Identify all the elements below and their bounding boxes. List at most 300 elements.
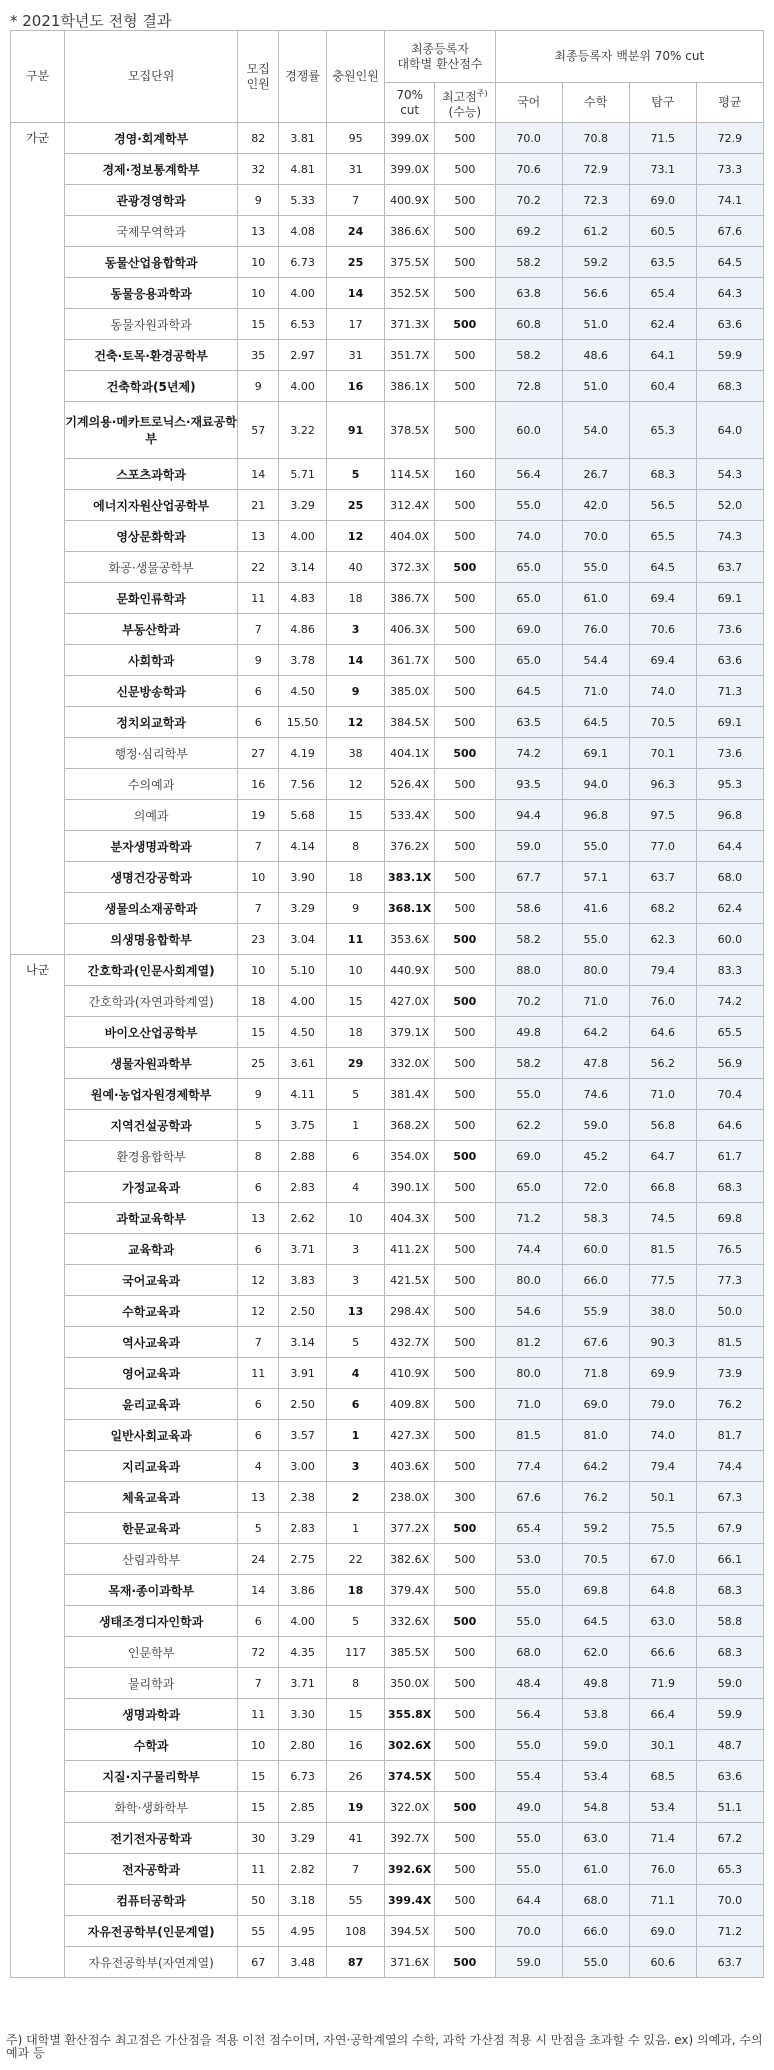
inquiry-cell: 56.5 (629, 490, 696, 521)
math-cell: 55.0 (562, 831, 629, 862)
table-row (11, 1110, 764, 1141)
table-row (11, 1513, 764, 1544)
inquiry-cell: 64.8 (629, 1575, 696, 1606)
header-average: 평균 (696, 83, 763, 123)
max-cell: 500 (435, 309, 496, 340)
max-cell: 500 (435, 1637, 496, 1668)
average-cell: 73.9 (696, 1358, 763, 1389)
average-cell: 67.6 (696, 216, 763, 247)
table-row (11, 340, 764, 371)
unit-cell: 산림과학부 (65, 1544, 238, 1575)
max-cell: 500 (435, 1172, 496, 1203)
additional-cell: 12 (326, 707, 384, 738)
average-cell: 73.6 (696, 614, 763, 645)
quota-cell: 11 (238, 1699, 279, 1730)
table-row (11, 1327, 764, 1358)
unit-cell: 생물자원과학부 (65, 1048, 238, 1079)
korean-cell: 74.2 (495, 738, 562, 769)
quota-cell: 9 (238, 1079, 279, 1110)
inquiry-cell: 71.5 (629, 123, 696, 154)
table-row (11, 1916, 764, 1947)
table-row (11, 1699, 764, 1730)
unit-cell: 한문교육과 (65, 1513, 238, 1544)
quota-cell: 12 (238, 1265, 279, 1296)
table-row (11, 371, 764, 402)
unit-cell: 간호학과(자연과학계열) (65, 986, 238, 1017)
math-cell: 61.2 (562, 216, 629, 247)
max-cell: 500 (435, 1110, 496, 1141)
quota-cell: 16 (238, 769, 279, 800)
inquiry-cell: 71.0 (629, 1079, 696, 1110)
average-cell: 73.6 (696, 738, 763, 769)
inquiry-cell: 74.5 (629, 1203, 696, 1234)
average-cell: 63.6 (696, 1761, 763, 1792)
average-cell: 81.5 (696, 1327, 763, 1358)
average-cell: 68.3 (696, 371, 763, 402)
table-row (11, 1823, 764, 1854)
unit-cell: 생명건강공학과 (65, 862, 238, 893)
korean-cell: 62.2 (495, 1110, 562, 1141)
competition-cell: 3.04 (279, 924, 327, 955)
additional-cell: 55 (326, 1885, 384, 1916)
additional-cell: 18 (326, 583, 384, 614)
competition-cell: 3.90 (279, 862, 327, 893)
average-cell: 74.4 (696, 1451, 763, 1482)
cut70-cell: 404.3X (385, 1203, 435, 1234)
korean-cell: 74.4 (495, 1234, 562, 1265)
competition-cell: 3.29 (279, 1823, 327, 1854)
additional-cell: 4 (326, 1358, 384, 1389)
korean-cell: 54.6 (495, 1296, 562, 1327)
quota-cell: 35 (238, 340, 279, 371)
unit-cell: 동물자원과학과 (65, 309, 238, 340)
quota-cell: 6 (238, 676, 279, 707)
table-row (11, 1885, 764, 1916)
math-cell: 59.0 (562, 1110, 629, 1141)
inquiry-cell: 96.3 (629, 769, 696, 800)
additional-cell: 38 (326, 738, 384, 769)
quota-cell: 82 (238, 123, 279, 154)
math-cell: 60.0 (562, 1234, 629, 1265)
inquiry-cell: 64.6 (629, 1017, 696, 1048)
additional-cell: 95 (326, 123, 384, 154)
quota-cell: 30 (238, 1823, 279, 1854)
header-additional: 충원인원 (326, 31, 384, 123)
inquiry-cell: 64.1 (629, 340, 696, 371)
korean-cell: 58.2 (495, 247, 562, 278)
unit-cell: 관광경영학과 (65, 185, 238, 216)
math-cell: 48.6 (562, 340, 629, 371)
korean-cell: 56.4 (495, 459, 562, 490)
average-cell: 52.0 (696, 490, 763, 521)
math-cell: 76.0 (562, 614, 629, 645)
math-cell: 70.0 (562, 521, 629, 552)
unit-cell: 정치외교학과 (65, 707, 238, 738)
korean-cell: 94.4 (495, 800, 562, 831)
additional-cell: 22 (326, 1544, 384, 1575)
math-cell: 59.0 (562, 1730, 629, 1761)
inquiry-cell: 69.0 (629, 1916, 696, 1947)
unit-cell: 생물의소재공학과 (65, 893, 238, 924)
unit-cell: 역사교육과 (65, 1327, 238, 1358)
korean-cell: 48.4 (495, 1668, 562, 1699)
unit-cell: 동물산업융합학과 (65, 247, 238, 278)
quota-cell: 15 (238, 1792, 279, 1823)
cut70-cell: 404.1X (385, 738, 435, 769)
quota-cell: 72 (238, 1637, 279, 1668)
competition-cell: 3.00 (279, 1451, 327, 1482)
table-row (11, 1792, 764, 1823)
competition-cell: 4.50 (279, 1017, 327, 1048)
competition-cell: 3.14 (279, 1327, 327, 1358)
korean-cell: 65.0 (495, 1172, 562, 1203)
quota-cell: 10 (238, 1730, 279, 1761)
header-korean: 국어 (495, 83, 562, 123)
korean-cell: 63.5 (495, 707, 562, 738)
average-cell: 63.6 (696, 645, 763, 676)
math-cell: 53.8 (562, 1699, 629, 1730)
additional-cell: 15 (326, 800, 384, 831)
unit-cell: 바이오산업공학부 (65, 1017, 238, 1048)
average-cell: 64.0 (696, 402, 763, 459)
unit-cell: 국어교육과 (65, 1265, 238, 1296)
competition-cell: 3.86 (279, 1575, 327, 1606)
math-cell: 57.1 (562, 862, 629, 893)
korean-cell: 58.2 (495, 340, 562, 371)
additional-cell: 5 (326, 1079, 384, 1110)
cut70-cell: 350.0X (385, 1668, 435, 1699)
competition-cell: 4.00 (279, 1606, 327, 1637)
inquiry-cell: 77.0 (629, 831, 696, 862)
additional-cell: 3 (326, 614, 384, 645)
math-cell: 61.0 (562, 1854, 629, 1885)
math-cell: 72.9 (562, 154, 629, 185)
inquiry-cell: 69.9 (629, 1358, 696, 1389)
max-cell: 500 (435, 402, 496, 459)
table-row (11, 1420, 764, 1451)
inquiry-cell: 81.5 (629, 1234, 696, 1265)
average-cell: 69.1 (696, 583, 763, 614)
max-cell: 500 (435, 1017, 496, 1048)
quota-cell: 55 (238, 1916, 279, 1947)
quota-cell: 6 (238, 1606, 279, 1637)
korean-cell: 49.8 (495, 1017, 562, 1048)
math-cell: 74.6 (562, 1079, 629, 1110)
additional-cell: 7 (326, 1854, 384, 1885)
cut70-cell: 399.0X (385, 154, 435, 185)
math-cell: 69.1 (562, 738, 629, 769)
math-cell: 70.8 (562, 123, 629, 154)
unit-cell: 신문방송학과 (65, 676, 238, 707)
cut70-cell: 322.0X (385, 1792, 435, 1823)
cut70-cell: 440.9X (385, 955, 435, 986)
math-cell: 41.6 (562, 893, 629, 924)
average-cell: 74.2 (696, 986, 763, 1017)
korean-cell: 59.0 (495, 1947, 562, 1978)
max-cell: 500 (435, 955, 496, 986)
max-cell: 500 (435, 1203, 496, 1234)
cut70-cell: 379.1X (385, 1017, 435, 1048)
quota-cell: 14 (238, 1575, 279, 1606)
competition-cell: 3.18 (279, 1885, 327, 1916)
max-cell: 500 (435, 1761, 496, 1792)
korean-cell: 55.0 (495, 1079, 562, 1110)
max-cell: 500 (435, 1048, 496, 1079)
unit-cell: 지역건설공학과 (65, 1110, 238, 1141)
cut70-cell: 392.7X (385, 1823, 435, 1854)
additional-cell: 87 (326, 1947, 384, 1978)
cut70-cell: 383.1X (385, 862, 435, 893)
korean-cell: 58.6 (495, 893, 562, 924)
table-row (11, 1947, 764, 1978)
math-cell: 58.3 (562, 1203, 629, 1234)
inquiry-cell: 30.1 (629, 1730, 696, 1761)
additional-cell: 4 (326, 1172, 384, 1203)
inquiry-cell: 76.0 (629, 1854, 696, 1885)
korean-cell: 65.0 (495, 645, 562, 676)
average-cell: 67.9 (696, 1513, 763, 1544)
table-row (11, 1451, 764, 1482)
competition-cell: 2.97 (279, 340, 327, 371)
math-cell: 55.9 (562, 1296, 629, 1327)
max-cell: 500 (435, 1823, 496, 1854)
additional-cell: 12 (326, 521, 384, 552)
average-cell: 64.3 (696, 278, 763, 309)
max-cell: 500 (435, 831, 496, 862)
korean-cell: 69.0 (495, 1141, 562, 1172)
cut70-cell: 361.7X (385, 645, 435, 676)
cut70-cell: 386.6X (385, 216, 435, 247)
table-row (11, 154, 764, 185)
korean-cell: 67.7 (495, 862, 562, 893)
inquiry-cell: 69.4 (629, 645, 696, 676)
additional-cell: 2 (326, 1482, 384, 1513)
table-row (11, 955, 764, 986)
additional-cell: 1 (326, 1110, 384, 1141)
table-row (11, 123, 764, 154)
average-cell: 70.4 (696, 1079, 763, 1110)
unit-cell: 컴퓨터공학과 (65, 1885, 238, 1916)
average-cell: 48.7 (696, 1730, 763, 1761)
quota-cell: 6 (238, 1234, 279, 1265)
average-cell: 63.7 (696, 552, 763, 583)
cut70-cell: 399.0X (385, 123, 435, 154)
inquiry-cell: 75.5 (629, 1513, 696, 1544)
table-row (11, 583, 764, 614)
inquiry-cell: 53.4 (629, 1792, 696, 1823)
unit-cell: 영상문화학과 (65, 521, 238, 552)
cut70-cell: 374.5X (385, 1761, 435, 1792)
average-cell: 76.5 (696, 1234, 763, 1265)
competition-cell: 2.83 (279, 1513, 327, 1544)
quota-cell: 22 (238, 552, 279, 583)
math-cell: 55.0 (562, 552, 629, 583)
math-cell: 54.8 (562, 1792, 629, 1823)
unit-cell: 생태조경디자인학과 (65, 1606, 238, 1637)
math-cell: 62.0 (562, 1637, 629, 1668)
quota-cell: 7 (238, 614, 279, 645)
average-cell: 72.9 (696, 123, 763, 154)
cut70-cell: 371.6X (385, 1947, 435, 1978)
korean-cell: 93.5 (495, 769, 562, 800)
additional-cell: 9 (326, 676, 384, 707)
max-cell: 500 (435, 1544, 496, 1575)
unit-cell: 간호학과(인문사회계열) (65, 955, 238, 986)
table-row (11, 1482, 764, 1513)
cut70-cell: 312.4X (385, 490, 435, 521)
table-row (11, 1730, 764, 1761)
average-cell: 63.7 (696, 1947, 763, 1978)
competition-cell: 4.14 (279, 831, 327, 862)
math-cell: 59.2 (562, 247, 629, 278)
inquiry-cell: 77.5 (629, 1265, 696, 1296)
competition-cell: 4.83 (279, 583, 327, 614)
unit-cell: 영어교육과 (65, 1358, 238, 1389)
competition-cell: 6.73 (279, 1761, 327, 1792)
unit-cell: 수학교육과 (65, 1296, 238, 1327)
cut70-cell: 377.2X (385, 1513, 435, 1544)
unit-cell: 물리학과 (65, 1668, 238, 1699)
average-cell: 51.1 (696, 1792, 763, 1823)
korean-cell: 55.0 (495, 1730, 562, 1761)
max-cell: 500 (435, 154, 496, 185)
max-cell: 500 (435, 769, 496, 800)
korean-cell: 56.4 (495, 1699, 562, 1730)
quota-cell: 50 (238, 1885, 279, 1916)
average-cell: 68.3 (696, 1172, 763, 1203)
table-row (11, 862, 764, 893)
additional-cell: 3 (326, 1451, 384, 1482)
cut70-cell: 353.6X (385, 924, 435, 955)
unit-cell: 자유전공학부(자연계열) (65, 1947, 238, 1978)
inquiry-cell: 69.4 (629, 583, 696, 614)
korean-cell: 49.0 (495, 1792, 562, 1823)
quota-cell: 6 (238, 1172, 279, 1203)
korean-cell: 64.5 (495, 676, 562, 707)
inquiry-cell: 66.8 (629, 1172, 696, 1203)
additional-cell: 16 (326, 1730, 384, 1761)
additional-cell: 1 (326, 1513, 384, 1544)
quota-cell: 6 (238, 1420, 279, 1451)
max-cell: 500 (435, 614, 496, 645)
inquiry-cell: 63.5 (629, 247, 696, 278)
competition-cell: 2.50 (279, 1389, 327, 1420)
competition-cell: 3.91 (279, 1358, 327, 1389)
math-cell: 53.4 (562, 1761, 629, 1792)
quota-cell: 24 (238, 1544, 279, 1575)
quota-cell: 8 (238, 1141, 279, 1172)
korean-cell: 80.0 (495, 1265, 562, 1296)
inquiry-cell: 63.0 (629, 1606, 696, 1637)
competition-cell: 4.11 (279, 1079, 327, 1110)
math-cell: 56.6 (562, 278, 629, 309)
table-row (11, 216, 764, 247)
max-cell: 500 (435, 247, 496, 278)
math-cell: 76.2 (562, 1482, 629, 1513)
competition-cell: 4.00 (279, 521, 327, 552)
table-row (11, 738, 764, 769)
table-row (11, 924, 764, 955)
competition-cell: 3.29 (279, 490, 327, 521)
korean-cell: 71.2 (495, 1203, 562, 1234)
max-cell: 500 (435, 1296, 496, 1327)
inquiry-cell: 63.7 (629, 862, 696, 893)
inquiry-cell: 60.5 (629, 216, 696, 247)
additional-cell: 12 (326, 769, 384, 800)
quota-cell: 5 (238, 1513, 279, 1544)
max-cell: 500 (435, 676, 496, 707)
math-cell: 71.0 (562, 676, 629, 707)
unit-cell: 경제·정보통계학부 (65, 154, 238, 185)
additional-cell: 6 (326, 1141, 384, 1172)
max-cell: 500 (435, 1513, 496, 1544)
table-row (11, 1668, 764, 1699)
korean-cell: 58.2 (495, 924, 562, 955)
quota-cell: 11 (238, 1358, 279, 1389)
competition-cell: 2.85 (279, 1792, 327, 1823)
table-row (11, 521, 764, 552)
max-cell: 500 (435, 371, 496, 402)
competition-cell: 4.50 (279, 676, 327, 707)
max-cell: 500 (435, 1575, 496, 1606)
quota-cell: 9 (238, 185, 279, 216)
average-cell: 66.1 (696, 1544, 763, 1575)
quota-cell: 5 (238, 1110, 279, 1141)
korean-cell: 53.0 (495, 1544, 562, 1575)
unit-cell: 인문학부 (65, 1637, 238, 1668)
cut70-cell: 378.5X (385, 402, 435, 459)
additional-cell: 40 (326, 552, 384, 583)
math-cell: 61.0 (562, 583, 629, 614)
table-row (11, 769, 764, 800)
cut70-cell: 386.1X (385, 371, 435, 402)
table-row (11, 1544, 764, 1575)
inquiry-cell: 74.0 (629, 1420, 696, 1451)
quota-cell: 25 (238, 1048, 279, 1079)
quota-cell: 32 (238, 154, 279, 185)
max-cell: 500 (435, 1358, 496, 1389)
cut70-cell: 390.1X (385, 1172, 435, 1203)
max-cell: 500 (435, 1451, 496, 1482)
competition-cell: 3.71 (279, 1668, 327, 1699)
quota-cell: 11 (238, 1854, 279, 1885)
additional-cell: 19 (326, 1792, 384, 1823)
quota-cell: 27 (238, 738, 279, 769)
korean-cell: 69.2 (495, 216, 562, 247)
max-cell: 500 (435, 490, 496, 521)
unit-cell: 국제무역학과 (65, 216, 238, 247)
competition-cell: 3.83 (279, 1265, 327, 1296)
competition-cell: 7.56 (279, 769, 327, 800)
korean-cell: 63.8 (495, 278, 562, 309)
competition-cell: 4.81 (279, 154, 327, 185)
quota-cell: 7 (238, 831, 279, 862)
inquiry-cell: 69.0 (629, 185, 696, 216)
average-cell: 65.3 (696, 1854, 763, 1885)
math-cell: 71.8 (562, 1358, 629, 1389)
inquiry-cell: 76.0 (629, 986, 696, 1017)
max-cell: 500 (435, 1141, 496, 1172)
max-cell: 500 (435, 1916, 496, 1947)
unit-cell: 전기전자공학과 (65, 1823, 238, 1854)
max-cell: 500 (435, 1668, 496, 1699)
korean-cell: 65.0 (495, 583, 562, 614)
competition-cell: 2.83 (279, 1172, 327, 1203)
average-cell: 68.0 (696, 862, 763, 893)
unit-cell: 교육학과 (65, 1234, 238, 1265)
math-cell: 47.8 (562, 1048, 629, 1079)
max-cell: 500 (435, 738, 496, 769)
